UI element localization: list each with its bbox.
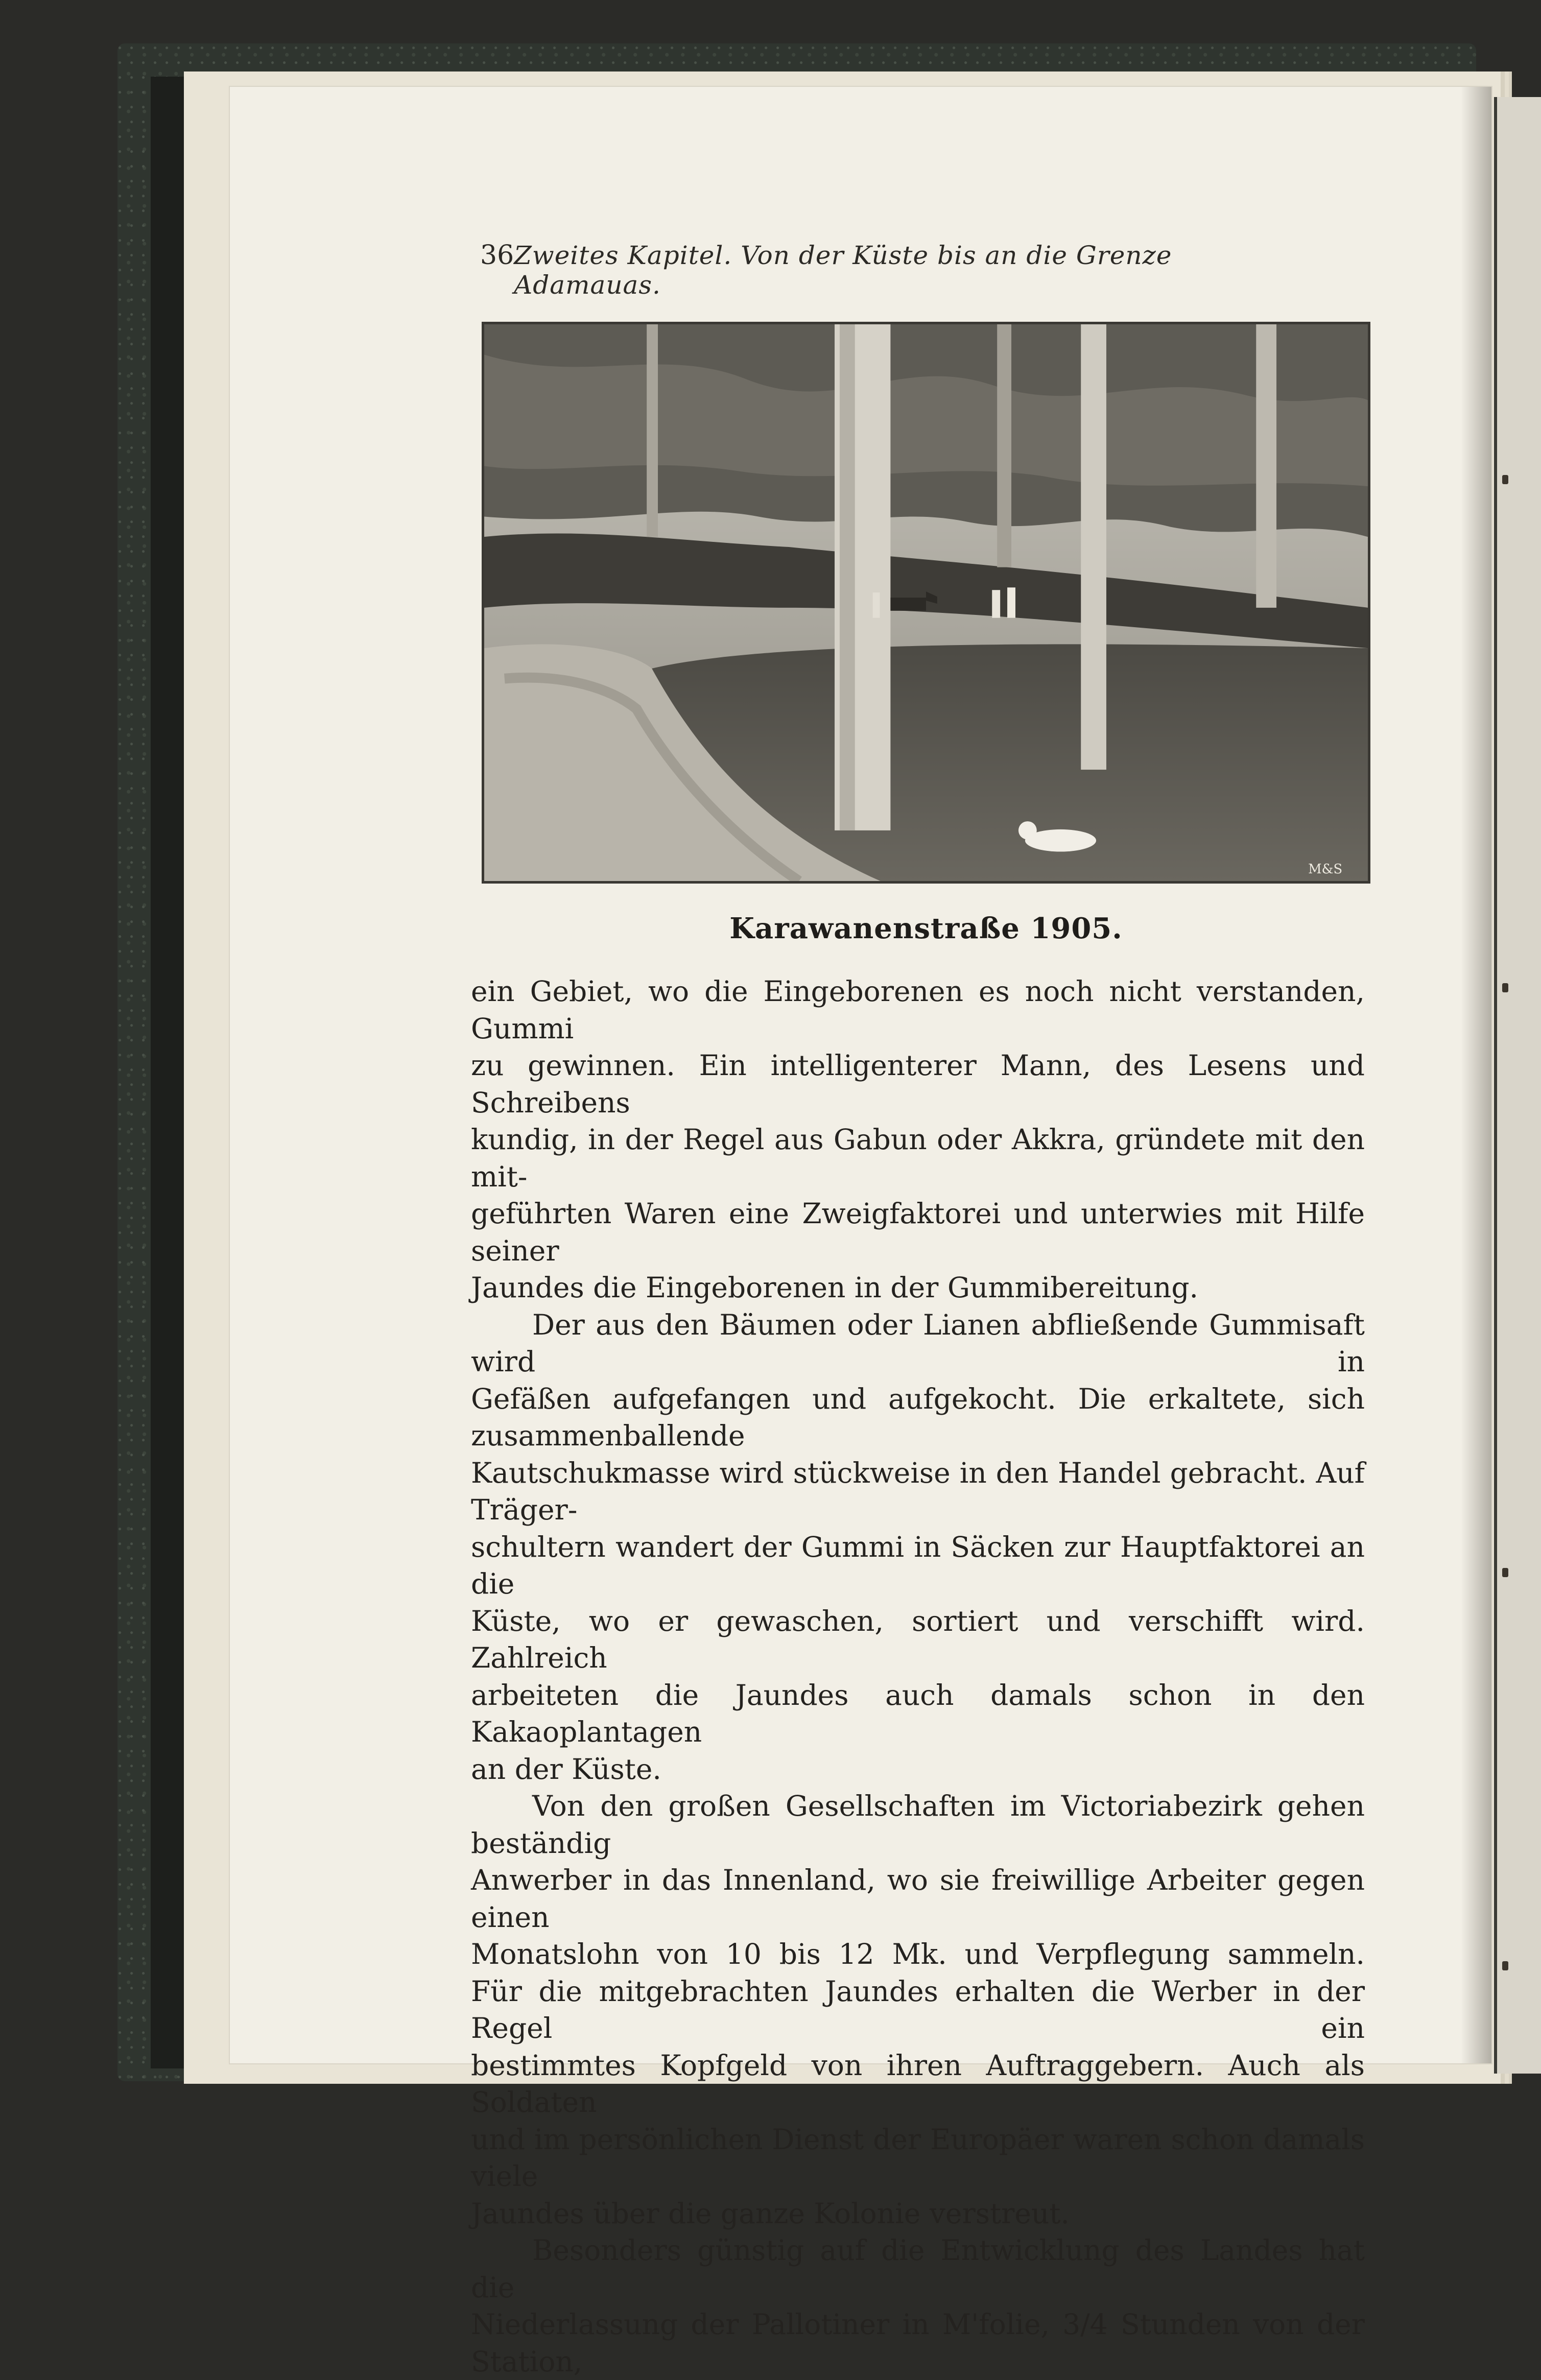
figure-photograph (482, 322, 1370, 884)
text-line: Küste, wo er gewaschen, sortiert und verschifft wird. Zahlreich (471, 1604, 1365, 1674)
text-line: arbeiteten die Jaundes auch damals schon in den Kakaoplantagen (471, 1678, 1365, 1748)
body-text (471, 973, 1365, 2380)
text-line: Niederlassung der Pallotiner in M'folie, 3/4 Stunden von der Station, (471, 2308, 1365, 2378)
facing-page-edge (1494, 97, 1541, 2074)
text-line: zu gewinnen. Ein intelligenterer Mann, des Lesens und Schreibens (471, 1049, 1365, 1119)
text-line: bestimmtes Kopfgeld von ihren Auftraggebern. Auch als Soldaten (471, 2049, 1365, 2119)
text-line: Jaundes die Eingeborenen in der Gummibereitung. (471, 1271, 1199, 1304)
text-line: Kautschukmasse wird stückweise in den Handel gebracht. Auf Träger- (471, 1456, 1365, 1526)
figure-caption: Karawanenstraße 1905. (729, 912, 1123, 945)
text-line: Monatslohn von 10 bis 12 Mk. und Verpflegung sammeln. (471, 1938, 1365, 1970)
caravan-road-photo (484, 324, 1368, 881)
engraver-signature: M&S (1308, 862, 1343, 877)
margin-mark (1502, 983, 1508, 992)
running-head (480, 240, 1269, 300)
paragraph (471, 973, 1365, 1306)
paragraph (471, 1306, 1365, 1788)
text-line: kundig, in der Regel aus Gabun oder Akkra, gründete mit den mit- (471, 1123, 1365, 1193)
text-line: Gefäßen aufgefangen und aufgekocht. Die erkaltete, sich zusammenballende (471, 1382, 1365, 1452)
text-line: Anwerber in das Innenland, wo sie freiwillige Arbeiter gegen einen (471, 1864, 1365, 1934)
text-line: Jaundes über die ganze Kolonie verstreut. (471, 2197, 1070, 2230)
page-number: 36 (480, 240, 514, 271)
paragraph (471, 1788, 1365, 2232)
text-line: Besonders günstig auf die Entwicklung des Landes hat die (471, 2234, 1365, 2304)
text-line: Für die mitgebrachten Jaundes erhalten die Werber in der Regel ein (471, 1974, 1365, 2044)
margin-mark (1502, 475, 1508, 484)
text-line: schultern wandert der Gummi in Säcken zur Hauptfaktorei an die (471, 1530, 1365, 1600)
text-line: an der Küste. (471, 1752, 661, 1786)
text-line: Von den großen Gesellschaften im Victoriabezirk gehen beständig (471, 1790, 1365, 1860)
margin-mark (1502, 1961, 1508, 1970)
text-line: und im persönlichen Dienst der Europäer waren schon damals viele (471, 2123, 1365, 2193)
margin-mark (1502, 1568, 1508, 1577)
text-line: Der aus den Bäumen oder Lianen abfließende Gummisaft wird in (471, 1308, 1365, 1378)
text-line: geführten Waren eine Zweigfaktorei und unterwies mit Hilfe seiner (471, 1197, 1365, 1267)
chapter-title: Zweites Kapitel. Von der Küste bis an die Grenze Adamauas. (514, 241, 1172, 300)
paragraph (471, 2232, 1365, 2380)
gutter-shadow (1461, 87, 1491, 2063)
text-line: ein Gebiet, wo die Eingeborenen es noch nicht verstanden, Gummi (471, 975, 1365, 1045)
